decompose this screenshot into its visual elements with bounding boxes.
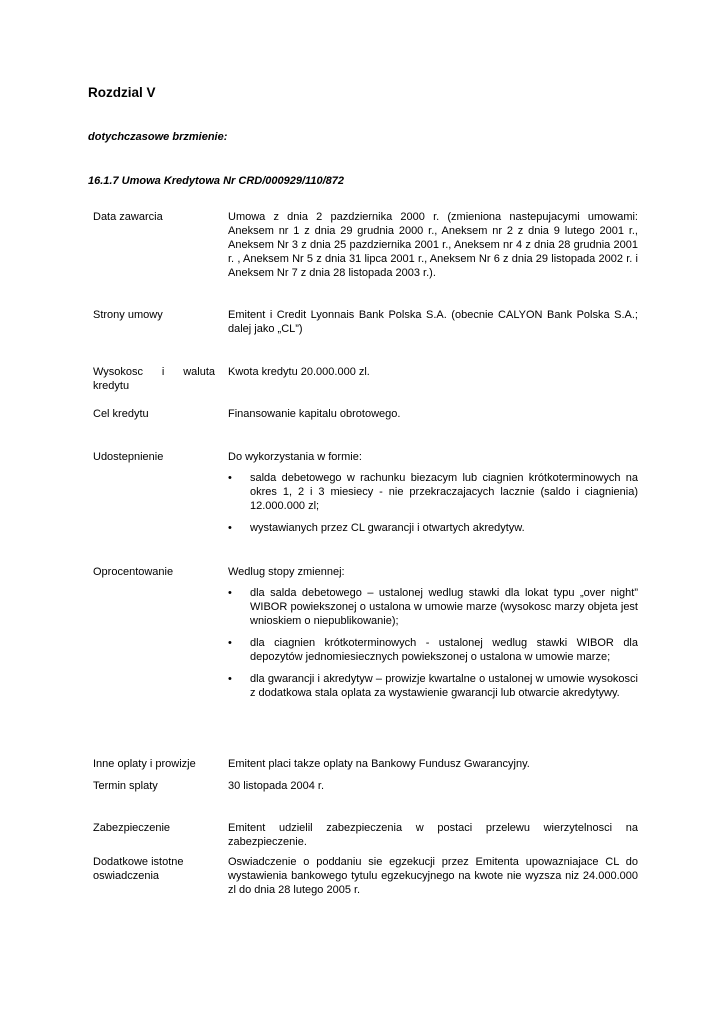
row-value: Emitent placi takze oplaty na Bankowy Fundusz Gwarancyjny. [228, 758, 530, 770]
row-value-block [228, 565, 638, 708]
bullet-list [228, 586, 638, 700]
row-value: Do wykorzystania w formie: [228, 451, 362, 463]
row-label: Strony umowy [93, 309, 163, 321]
list-item-text: dla salda debetowego – ustalonej wedlug stawki dla lokat typu „over night” WIBOR powiekszonej o ustalona w umowie marze (wysokosc marzy objeta jest wnioskiem o niepublikowanie); [250, 587, 638, 627]
row-label: Udostepnienie [93, 451, 164, 463]
list-item-text: dla ciagnien krótkoterminowych - ustalonej wedlug stawki WIBOR dla depozytów jednomiesiecznych powiekszonej o ustalona w umowie marze; [250, 637, 638, 663]
list-item-text: salda debetowego w rachunku biezacym lub ciagnien krótkoterminowych na okres 1, 2 i 3 miesiecy - nie przekraczajacych lacznie (saldo i ciagnienia) 12.000.000 zl; [250, 472, 638, 512]
list-item [228, 586, 638, 628]
row-label: Wysokosc i waluta kredytu [93, 366, 215, 392]
list-item-text: dla gwarancji i akredytyw – prowizje kwartalne o ustalonej w umowie wysokosci z dodatkowa stala oplata za wystawienie gwarancji lub otwarcie akredytywy. [250, 673, 638, 699]
bullet-icon: • [228, 637, 232, 649]
section-title: 16.1.7 Umowa Kredytowa Nr CRD/000929/110/872 [88, 175, 344, 187]
chapter-title: Rozdzial V [88, 85, 156, 100]
row-value-block [228, 450, 638, 543]
row-value: Umowa z dnia 2 pazdziernika 2000 r. (zmieniona nastepujacymi umowami: Aneksem nr 1 z dnia 29 grudnia 2000 r., Aneksem nr 2 z dnia 9 lutego 2001 r., Aneksem Nr 3 z dnia 25 pazdziernika 2001 r., Aneksem nr 4 z dnia 28 grudnia 2001 r. , Aneksem Nr 5 z dnia 31 lipca 2001 r., Aneksem Nr 6 z dnia 29 listopada 2002 r. i Aneksem Nr 7 z dnia 28 listopada 2003 r.). [228, 211, 638, 279]
row-label: Termin splaty [93, 780, 158, 792]
bullet-icon: • [228, 587, 232, 599]
row-value: Emitent udzielil zabezpieczenia w postaci przelewu wierzytelnosci na zabezpieczenie. [228, 822, 638, 848]
bullet-icon: • [228, 522, 232, 534]
subtitle: dotychczasowe brzmienie: [88, 131, 228, 143]
row-value: Kwota kredytu 20.000.000 zl. [228, 366, 370, 378]
row-label: Oprocentowanie [93, 566, 174, 578]
row-label: Cel kredytu [93, 408, 149, 420]
row-value: Wedlug stopy zmiennej: [228, 566, 345, 578]
row-label: Data zawarcia [93, 211, 163, 223]
bullet-icon: • [228, 472, 232, 484]
row-value: Oswiadczenie o poddaniu sie egzekucji przez Emitenta upowazniajace CL do wystawienia bankowego tytulu egzekucyjnego na kwote nie wyzsza niz 24.000.000 zl do dnia 28 lutego 2005 r. [228, 856, 638, 896]
row-label: Inne oplaty i prowizje [93, 758, 196, 770]
list-item [228, 672, 638, 700]
row-value: 30 listopada 2004 r. [228, 780, 325, 792]
row-label: Dodatkowe istotne oswiadczenia [93, 856, 184, 882]
list-item [228, 636, 638, 664]
list-item [228, 521, 638, 535]
row-label: Zabezpieczenie [93, 822, 171, 834]
list-item [228, 471, 638, 513]
list-item-text: wystawianych przez CL gwarancji i otwartych akredytyw. [250, 522, 525, 534]
row-value: Emitent i Credit Lyonnais Bank Polska S.A. (obecnie CALYON Bank Polska S.A.; dalej jako „CL”) [228, 309, 638, 335]
bullet-icon: • [228, 673, 232, 685]
row-value: Finansowanie kapitalu obrotowego. [228, 408, 401, 420]
bullet-list [228, 471, 638, 535]
